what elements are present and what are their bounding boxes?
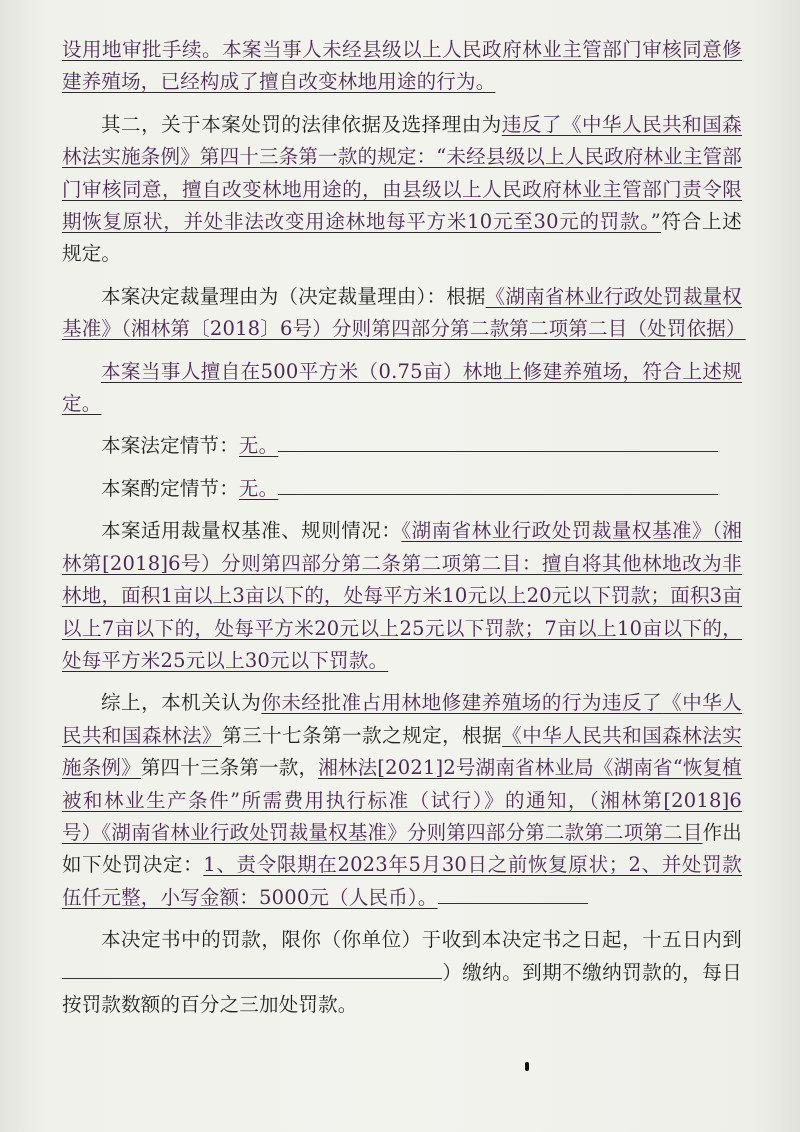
- conclusion-mid-3: 作出如下处罚决定：: [62, 820, 742, 877]
- paragraph-conclusion: [62, 687, 742, 914]
- statutory-value: 无。: [238, 434, 279, 458]
- discretionary-blank-line: [278, 476, 718, 495]
- applied-standard-text: 《湖南省林业行政处罚裁量权基准》（湘林第[2018]6号）分则第四部分第二条第二项第二目：擅自将其他林地改为非林地，面积1亩以上3亩以下的，处每平方米10元以上20元以下罚款；面积3亩以上7亩以下的，处每平方米20元以上25元以下罚款；7亩以上10亩以下的，处每平方米25元以上30元以下罚款。: [62, 519, 742, 672]
- paragraph-discretion-reason: [62, 281, 746, 346]
- ink-mark: [525, 1062, 529, 1071]
- case-fact-text: 设用地审批手续。本案当事人未经县级以上人民政府林业主管部门审核同意修建养殖场，已经构成了擅自改变林地用途的行为。: [62, 38, 742, 94]
- conclusion-law-2: 《中华人民共和国森林法实施条例》: [62, 723, 742, 780]
- discretion-reason-text: 《湖南省林业行政处罚裁量权基准》（湘林第〔2018〕6号）分则第四部分第二款第二项第二目（处罚依据）: [62, 284, 746, 341]
- conclusion-finding: 你未经批准占用林地修建养殖场的行为违反了: [261, 691, 663, 715]
- paragraph-statutory-circumstances: [62, 430, 742, 462]
- discretionary-value: 无。: [238, 476, 279, 500]
- paragraph-case-situation: [62, 356, 742, 421]
- penalty-decision: 1、责令限期在2023年5月30日之前恢复原状；2、并处罚款伍仟元整，小写金额：5000元（人民币）。: [62, 853, 742, 909]
- conclusion-lead: 综上，本机关认为: [101, 691, 262, 715]
- discretion-reason-lead: 本案决定裁量理由为（决定裁量理由）：根据: [101, 284, 486, 308]
- decision-blank-line: [438, 885, 588, 904]
- conclusion-law-1: 《中华人民共和国森林法》: [62, 691, 742, 747]
- statutory-blank-line: [278, 433, 718, 452]
- legal-basis-lead: 其二，关于本案处罚的法律依据及选择理由为: [101, 112, 502, 136]
- discretionary-label: 本案酌定情节：: [101, 476, 239, 500]
- payment-location-blank: [62, 960, 442, 979]
- conclusion-mid-2: 第四十三条第一款，: [140, 756, 319, 780]
- legal-basis-tail: 符合上述规定。: [62, 210, 742, 266]
- legal-basis-text: 违反了《中华人民共和国森林法实施条例》第四十三条第一款的规定：“未经县级以上人民政府林业主管部门审核同意，擅自改变林地用途的，由县级以上人民政府林业主管部门责令限期恢复原状，并处非法改变用途林地每平方米10元至30元的罚款。”: [62, 112, 742, 234]
- paragraph-case-fact: [62, 34, 742, 99]
- conclusion-law-3: 湘林法[2021]2号湖南省林业局《湖南省“恢复植被和林业生产条件”所需费用执行标准（试行）》的通知，（湘林第[2018]6号）《湖南省林业行政处罚裁量权基准》分则第四部分第二款第二项第二目: [62, 756, 742, 844]
- payment-lead: 本决定书中的罚款，限你（你单位）于收到本决定书之日起，十五日内到: [101, 928, 742, 952]
- paragraph-legal-basis: [62, 109, 742, 271]
- decision-body: [62, 34, 746, 1031]
- paragraph-payment-notice: [62, 924, 742, 1021]
- statutory-label: 本案法定情节：: [101, 434, 239, 458]
- applied-standard-lead: 本案适用裁量权基准、规则情况：: [101, 519, 402, 543]
- paragraph-applied-standard: [62, 515, 742, 677]
- payment-tail: ）缴纳。到期不缴纳罚款的，每日按罚款数额的百分之三加处罚款。: [62, 960, 742, 1016]
- conclusion-mid-1: 第三十七条第一款之规定，根据: [222, 723, 503, 747]
- paragraph-discretionary-circumstances: [62, 473, 742, 505]
- case-situation-text: 本案当事人擅自在500平方米（0.75亩）林地上修建养殖场，符合上述规定。: [62, 359, 742, 416]
